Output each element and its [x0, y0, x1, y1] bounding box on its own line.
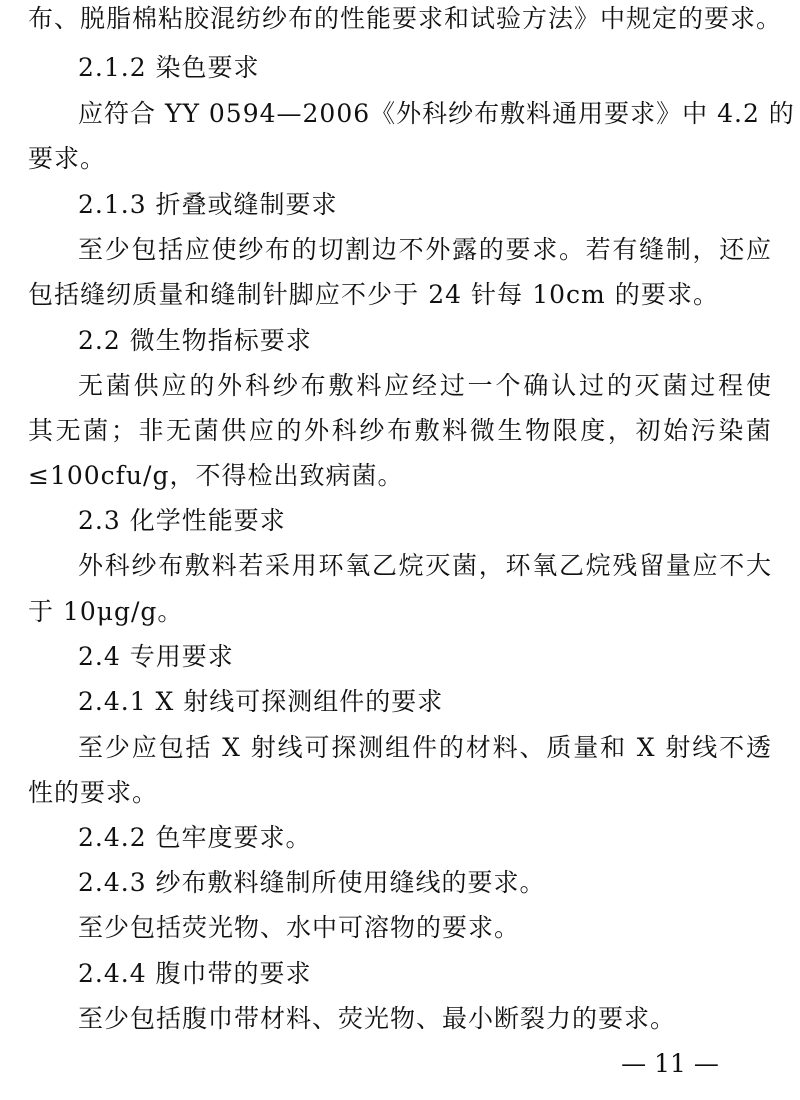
body-text-line: 布、脱脂棉粘胶混纺纱布的性能要求和试验方法》中规定的要求。 — [28, 4, 783, 33]
section-heading: 2.1.2 染色要求 — [78, 53, 260, 82]
body-text-line: 应符合 YY 0594—2006《外科纱布敷料通用要求》中 4.2 的 — [78, 99, 795, 128]
section-heading: 2.1.3 折叠或缝制要求 — [78, 190, 338, 219]
body-text-line: 包括缝纫质量和缝制针脚应不少于 24 针每 10cm 的要求。 — [28, 280, 719, 309]
section-heading: 2.3 化学性能要求 — [78, 506, 286, 535]
body-text-line: 外科纱布敷料若采用环氧乙烷灭菌，环氧乙烷残留量应不大 — [78, 551, 772, 580]
section-heading: 2.4.4 腹巾带的要求 — [78, 959, 312, 988]
section-heading: 2.2 微生物指标要求 — [78, 326, 312, 355]
section-heading: 2.4.1 X 射线可探测组件的要求 — [78, 687, 444, 716]
body-text-line: 性的要求。 — [28, 778, 159, 807]
section-heading: 2.4.3 纱布敷料缝制所使用缝线的要求。 — [78, 868, 546, 897]
body-text-line: 至少包括腹巾带材料、荧光物、最小断裂力的要求。 — [78, 1004, 677, 1033]
body-text-line: 至少应包括 X 射线可探测组件的材料、质量和 X 射线不透 — [78, 733, 772, 762]
page-number: — 11 — — [621, 1049, 719, 1078]
body-text-line: 无菌供应的外科纱布敷料应经过一个确认过的灭菌过程使 — [78, 371, 772, 400]
body-text-line: 于 10μg/g。 — [28, 597, 184, 626]
section-heading: 2.4 专用要求 — [78, 642, 234, 671]
body-text-line: 要求。 — [28, 144, 107, 173]
body-text-line: 其无菌；非无菌供应的外科纱布敷料微生物限度，初始污染菌 — [28, 416, 772, 445]
body-text-line: ≤100cfu/g，不得检出致病菌。 — [28, 461, 404, 490]
body-text-line: 至少包括应使纱布的切割边不外露的要求。若有缝制，还应 — [78, 235, 772, 264]
section-heading: 2.4.2 色牢度要求。 — [78, 823, 312, 852]
body-text-line: 至少包括荧光物、水中可溶物的要求。 — [78, 913, 521, 942]
